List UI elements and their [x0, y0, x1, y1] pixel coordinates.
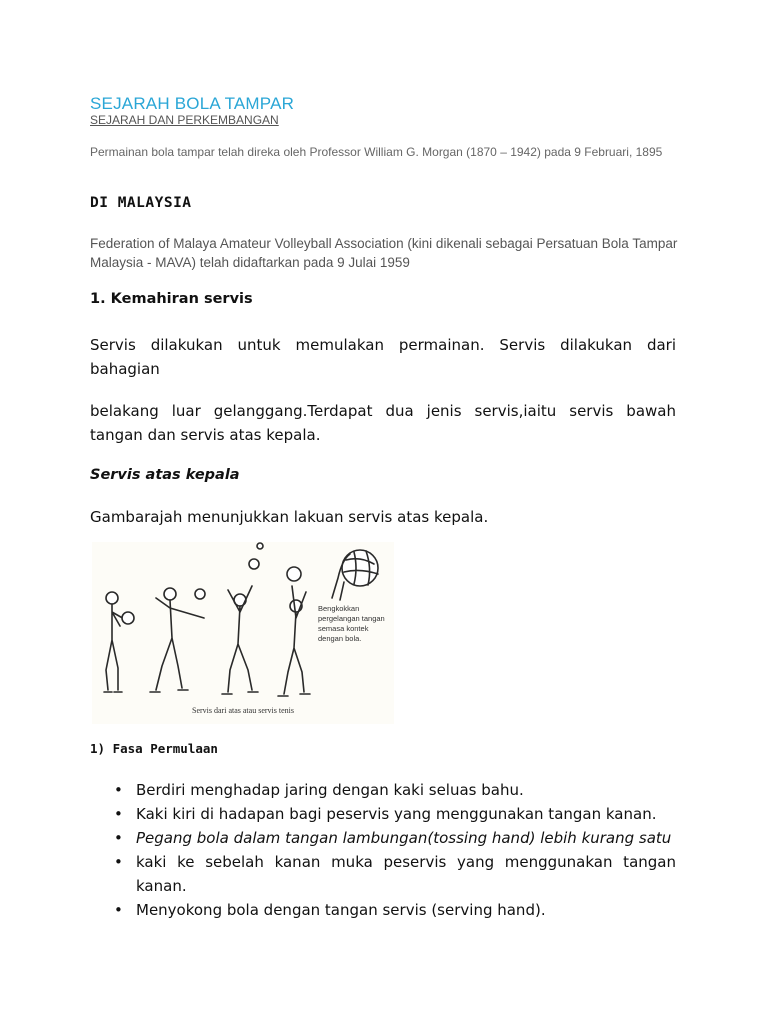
- servis-paragraph-2: belakang luar gelanggang.Terdapat dua jenis servis,iaitu servis bawah tangan dan servis atas kepala.: [90, 402, 676, 444]
- list-item-text: Berdiri menghadap jaring dengan kaki seluas bahu.: [136, 781, 524, 799]
- page-title: SEJARAH BOLA TAMPAR: [90, 94, 295, 113]
- serve-illustration: [92, 542, 394, 724]
- figure-caption: Servis dari atas atau servis tenis: [192, 706, 294, 715]
- list-item: [90, 850, 676, 898]
- list-item-text: Pegang bola dalam tangan lambungan(tossing hand) lebih kurang satu: [136, 829, 672, 847]
- player-figure-4: [278, 567, 310, 696]
- intro-text: Permainan bola tampar telah direka oleh Professor William G. Morgan (1870 – 1942) pada 9 Februari, 1895: [90, 145, 663, 159]
- section-heading-kemahiran-servis: 1. Kemahiran servis: [90, 291, 253, 307]
- bullet-icon: •: [114, 901, 123, 919]
- list-item-text: kaki ke sebelah kanan muka peservis yang menggunakan tangan kanan.: [136, 853, 676, 895]
- figure-intro-text: Gambarajah menunjukkan lakuan servis atas kepala.: [90, 508, 489, 526]
- player-figure-1: [104, 592, 134, 692]
- player-figure-3: [222, 559, 259, 694]
- list-item: [90, 778, 676, 802]
- section-heading-malaysia: DI MALAYSIA: [90, 195, 192, 211]
- bullet-icon: •: [114, 829, 123, 847]
- bullet-icon: •: [114, 853, 123, 871]
- bullet-icon: •: [114, 805, 123, 823]
- list-item-text: Kaki kiri di hadapan bagi peservis yang menggunakan tangan kanan.: [136, 805, 657, 823]
- player-figure-2: [150, 588, 205, 692]
- hand-ball-detail: [332, 550, 378, 600]
- subheading-fasa-permulaan: 1) Fasa Permulaan: [90, 741, 218, 756]
- list-item: [90, 898, 676, 922]
- list-item: [90, 802, 676, 826]
- fasa-bullet-list: [90, 778, 676, 922]
- list-item-text: Menyokong bola dengan tangan servis (serving hand).: [136, 901, 546, 919]
- figure-side-note: Bengkokkan pergelangan tangan semasa kontek dengan bola.: [318, 604, 385, 643]
- malaysia-paragraph: Federation of Malaya Amateur Volleyball Association (kini dikenali sebagai Persatuan Bola Tampar Malaysia - MAVA) telah didaftarkan pada 9 Julai 1959: [90, 236, 678, 270]
- list-item: [90, 826, 676, 850]
- bullet-icon: •: [114, 781, 123, 799]
- subheading-servis-atas-kepala: Servis atas kepala: [90, 467, 240, 483]
- page-subtitle: SEJARAH DAN PERKEMBANGAN: [90, 113, 279, 127]
- servis-paragraph-1: Servis dilakukan untuk memulakan permainan. Servis dilakukan dari bahagian: [90, 336, 676, 378]
